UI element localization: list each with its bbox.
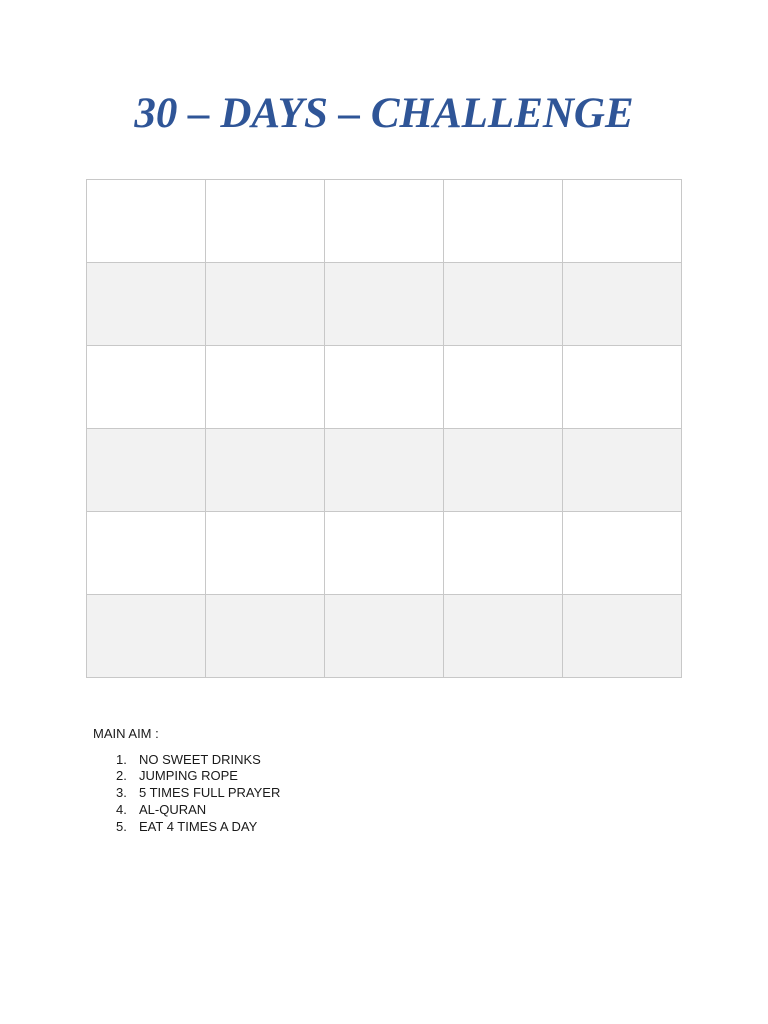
tracker-cell xyxy=(325,263,444,346)
tracker-cell xyxy=(325,595,444,678)
tracker-cell xyxy=(325,180,444,263)
tracker-cell xyxy=(206,595,325,678)
tracker-cell xyxy=(325,429,444,512)
tracker-cell xyxy=(444,263,563,346)
tracker-cell xyxy=(444,429,563,512)
tracker-cell xyxy=(87,263,206,346)
tracker-row xyxy=(87,346,682,429)
tracker-cell xyxy=(444,180,563,263)
tracker-cell xyxy=(563,180,682,263)
aim-item-number: 5. xyxy=(116,818,127,834)
aim-item-text: 5 TIMES FULL PRAYER xyxy=(139,785,281,801)
tracker-cell xyxy=(563,429,682,512)
aim-item-number: 2. xyxy=(116,768,127,784)
tracker-cell xyxy=(87,512,206,595)
tracker-cell xyxy=(563,595,682,678)
tracker-cell xyxy=(325,346,444,429)
tracker-row xyxy=(87,595,682,678)
tracker-row xyxy=(87,263,682,346)
tracker-cell xyxy=(206,346,325,429)
tracker-cell xyxy=(206,180,325,263)
aim-item-text: JUMPING ROPE xyxy=(139,768,238,784)
aim-item-text: EAT 4 TIMES A DAY xyxy=(139,818,258,834)
tracker-cell xyxy=(563,512,682,595)
aim-item xyxy=(93,819,593,836)
aim-item xyxy=(93,768,593,785)
aim-item-number: 1. xyxy=(116,751,127,767)
tracker-row xyxy=(87,180,682,263)
aim-item-text: AL-QURAN xyxy=(139,801,207,817)
tracker-cell xyxy=(444,346,563,429)
tracker-row xyxy=(87,512,682,595)
challenge-tracker-grid xyxy=(86,179,682,678)
aim-item-number: 3. xyxy=(116,785,127,801)
main-aim-list xyxy=(93,752,593,836)
aim-item xyxy=(93,752,593,769)
tracker-row xyxy=(87,429,682,512)
tracker-cell xyxy=(325,512,444,595)
main-aim-heading: MAIN AIM : xyxy=(93,726,159,741)
aim-item xyxy=(93,785,593,802)
tracker-cell xyxy=(206,429,325,512)
tracker-cell xyxy=(206,512,325,595)
aim-item-number: 4. xyxy=(116,801,127,817)
tracker-body xyxy=(87,180,682,678)
tracker-cell xyxy=(87,346,206,429)
main-aim-section xyxy=(93,726,593,835)
tracker-cell xyxy=(87,595,206,678)
tracker-cell xyxy=(444,595,563,678)
tracker-cell xyxy=(444,512,563,595)
tracker-cell xyxy=(206,263,325,346)
aim-item-text: NO SWEET DRINKS xyxy=(139,751,261,767)
tracker-cell xyxy=(563,346,682,429)
aim-item xyxy=(93,802,593,819)
page-title: 30 – DAYS – CHALLENGE xyxy=(134,90,634,137)
tracker-cell xyxy=(87,429,206,512)
tracker-cell xyxy=(87,180,206,263)
tracker-cell xyxy=(563,263,682,346)
